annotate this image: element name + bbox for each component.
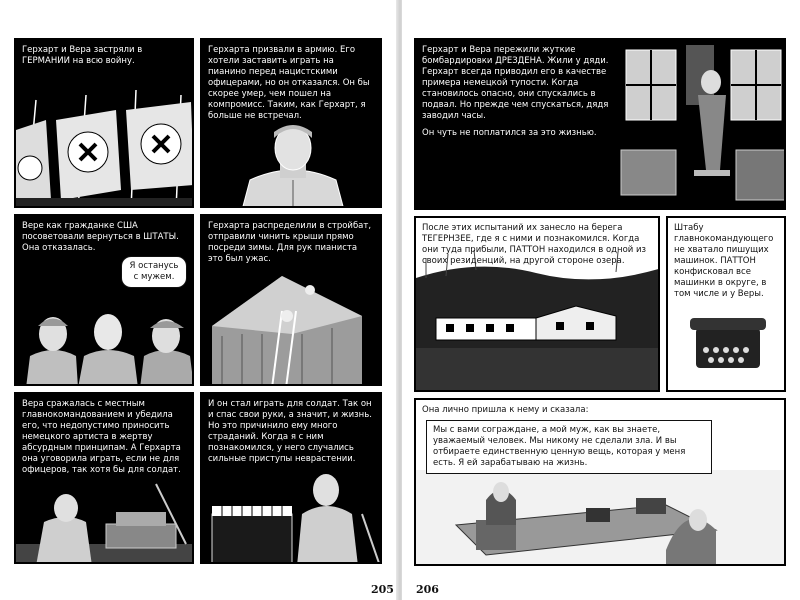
panel-caption: После этих испытаний их занесло на берега ТЕГЕРНЗЕЕ, где я с ними и познакомился. Когда они туда прибыли, ПАТТОН находился в одной из своих резиденций, на другой стороне озера.: [422, 223, 647, 266]
panel-caption-secondary: Он чуть не поплатился за это жизнью.: [422, 128, 597, 138]
panel-roof: [200, 214, 382, 386]
panel-caption: Вера сражалась с местным главнокомандованием и убедила его, что недопустимо приносить немецкого артиста в жертву абсурдным принципам. А Герхарта она уговорила играть, если не для офицеров, так хотя бы для солдат.: [22, 399, 181, 475]
panel-caption: Герхарта распределили в стройбат, отправили чинить крыши прямо посреди зимы. Для рук пианиста это был ужас.: [208, 221, 372, 264]
panel-piano: [200, 392, 382, 564]
panel-soldier: [200, 38, 382, 208]
panel-caption: Штабу главнокомандующего не хватало пишущих машинок. ПАТТОН конфисковал все машинки в округе, в том числе и у Веры.: [674, 223, 774, 299]
panel-patton-office: [414, 398, 786, 566]
panel-caption: Герхарта призвали в армию. Его хотели заставить играть на пианино перед нацистскими офицерами, но он отказался. Он бы скорее умер, чем пошел на компромисс. Таким, как Герхарт, я больше не встречал.: [208, 45, 370, 121]
page-number: 205: [371, 583, 394, 596]
page-number: 206: [416, 583, 439, 596]
speech-box: Мы с вами согражданe, а мой муж, как вы знаете, уважаемый человек. Мы никому не сделали зла. И вы отбираете единственную ценную вещь, которая у меня есть. Я ей зарабатываю на жизнь.: [426, 420, 712, 474]
panel-typewriter-woman: [14, 392, 194, 564]
panel-caption: Герхарт и Вера застряли в ГЕРМАНИИ на всю войну.: [22, 45, 143, 66]
panel-caption: И он стал играть для солдат. Так он и спас свои руки, а значит, и жизнь. Но это причинило ему много страданий. Когда я с ним познакомился, у него случались сильные приступы неврастении.: [208, 399, 372, 464]
panel-dresden: [414, 38, 786, 210]
panel-typewriter: [666, 216, 786, 392]
panel-caption: Вере как гражданке США посоветовали вернуться в ШТАТЫ. Она отказалась.: [22, 221, 179, 253]
panel-flags: [14, 38, 194, 208]
speech-bubble: Я останусь с мужем.: [121, 256, 187, 288]
panel-caption: Герхарт и Вера пережили жуткие бомбардировки ДРЕЗДЕНА. Жили у дяди. Герхарт всегда приводил его в качестве примера немецкой тупости. Когда становилось опасно, они спускались в подвал. Но прежде чем спускаться, дядя заводил часы.: [422, 45, 609, 121]
panel-tegernsee: [414, 216, 660, 392]
panel-refusal: [14, 214, 194, 386]
left-page: [0, 0, 398, 600]
panel-caption: Она лично пришла к нему и сказала:: [422, 405, 589, 415]
right-page: [402, 0, 800, 600]
